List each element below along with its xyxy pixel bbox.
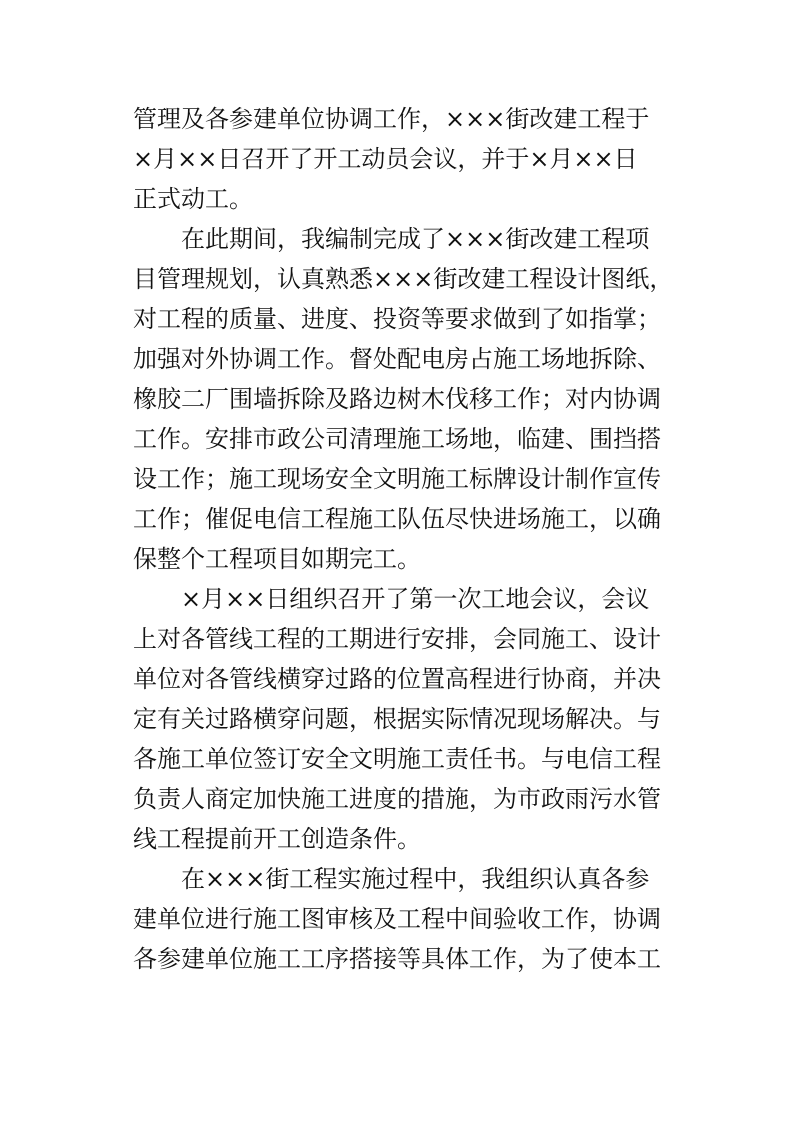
text-line: 负责人商定加快施工进度的措施，为市政雨污水管 [133,785,661,813]
paragraph-start-line: 在此期间，我编制完成了×××街改建工程项 [181,225,650,253]
text-line: 各参建单位施工工序搭接等具体工作，为了使本工 [133,945,661,973]
text-line: 设工作；施工现场安全文明施工标牌设计制作宣传 [133,465,661,493]
text-line: 橡胶二厂围墙拆除及路边树木伐移工作；对内协调 [133,385,661,413]
text-line: 工作；催促电信工程施工队伍尽快进场施工，以确 [133,505,661,533]
text-line: 各施工单位签订安全文明施工责任书。与电信工程 [133,745,661,773]
text-line: 单位对各管线横穿过路的位置高程进行协商，并决 [133,665,661,693]
text-line: 目管理规划，认真熟悉×××街改建工程设计图纸， [133,265,674,293]
paragraph-start-line: ×月××日组织召开了第一次工地会议，会议 [181,585,650,613]
text-line: 加强对外协调工作。督处配电房占施工场地拆除、 [133,345,661,373]
body-text [133,99,673,979]
text-line: 保整个工程项目如期完工。 [133,545,421,573]
paragraph-start-line: 在×××街工程实施过程中，我组织认真各参 [181,865,650,893]
text-line: 定有关过路横穿问题，根据实际情况现场解决。与 [133,705,661,733]
text-line: 建单位进行施工图审核及工程中间验收工作，协调 [133,905,661,933]
text-line: ×月××日召开了开工动员会议，并于×月××日 [133,145,638,173]
text-line: 正式动工。 [133,185,253,213]
text-line: 上对各管线工程的工期进行安排，会同施工、设计 [133,625,661,653]
text-line: 对工程的质量、进度、投资等要求做到了如指掌； [133,305,661,333]
text-line: 管理及各参建单位协调工作，×××街改建工程于 [133,105,650,133]
text-line: 工作。安排市政公司清理施工场地，临建、围挡搭 [133,425,661,453]
text-line: 线工程提前开工创造条件。 [133,825,421,853]
